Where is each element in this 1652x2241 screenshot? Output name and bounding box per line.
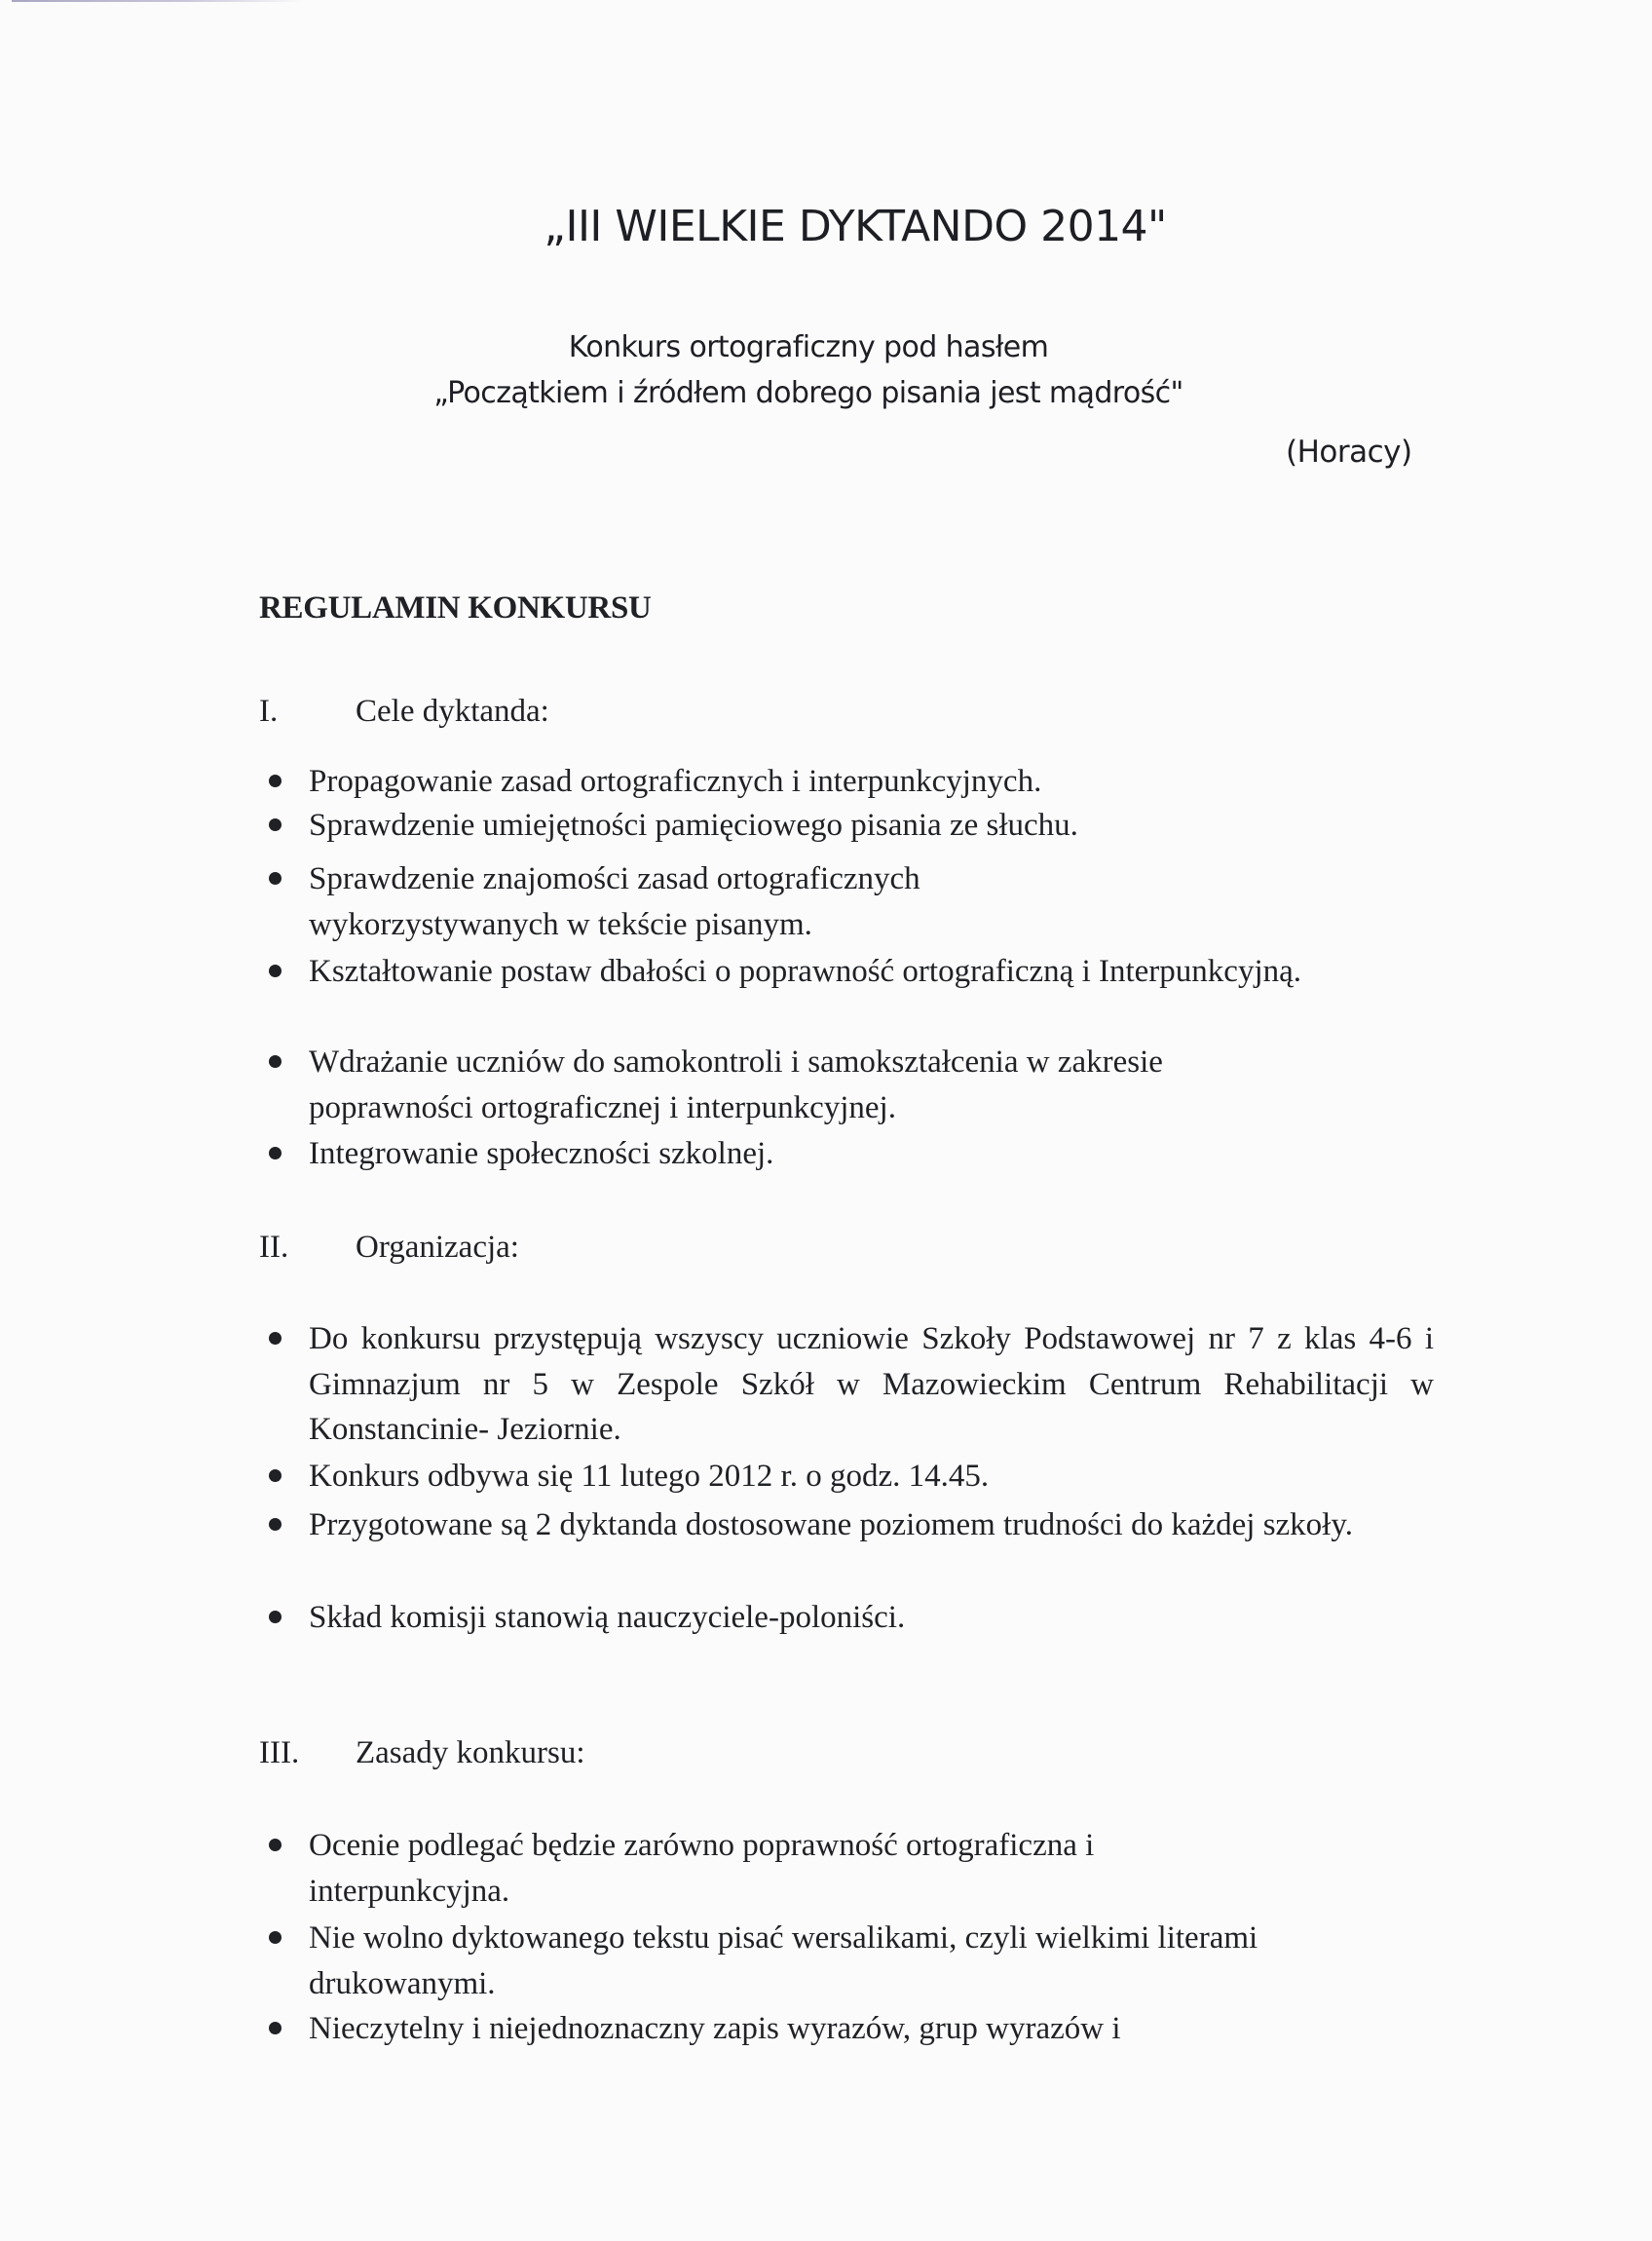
subtitle: Konkurs ortograficzny pod hasłem	[568, 330, 1049, 364]
regulations-heading: REGULAMIN KONKURSU	[259, 590, 652, 626]
list-item: Wdrażanie uczniów do samokontroli i samokształcenia w zakresie poprawności ortograficznej i interpunkcyjnej.	[263, 1040, 1434, 1130]
bullet-icon	[269, 1147, 282, 1159]
section-title: Organizacja:	[356, 1230, 519, 1265]
list-item: Konkurs odbywa się 11 lutego 2012 r. o godz. 14.45.	[263, 1454, 1434, 1500]
list-item: Nie wolno dyktowanego tekstu pisać wersalikami, czyli wielkimi literami drukowanymi.	[263, 1916, 1434, 2006]
section-number: II.	[259, 1230, 289, 1265]
section-heading-goals	[259, 689, 549, 734]
bullet-icon	[269, 1332, 282, 1345]
list-item: Nieczytelny i niejednoznaczny zapis wyrazów, grup wyrazów i	[263, 2006, 1434, 2052]
bullet-icon	[269, 965, 282, 977]
list-item: Integrowanie społeczności szkolnej.	[263, 1131, 1434, 1177]
bullet-icon	[269, 1839, 282, 1851]
section-number: I.	[259, 694, 279, 729]
bullet-icon	[269, 872, 282, 885]
list-item: Sprawdzenie umiejętności pamięciowego pisania ze słuchu.	[263, 803, 1434, 849]
list-item: Propagowanie zasad ortograficznych i interpunkcyjnych.	[263, 759, 1434, 805]
scan-edge-artifact	[12, 0, 304, 2]
list-item: Kształtowanie postaw dbałości o poprawność ortograficzną i Interpunkcyjną.	[263, 949, 1434, 995]
bullet-icon	[269, 1055, 282, 1068]
bullet-icon	[269, 1469, 282, 1482]
section-heading-rules	[259, 1730, 585, 1775]
list-item: Do konkursu przystępują wszyscy uczniowie Szkoły Podstawowej nr 7 z klas 4-6 i Gimnazjum nr 5 w Zespole Szkół w Mazowieckim Centrum Rehabilitacji w Konstancinie- Jeziornie.	[263, 1316, 1434, 1453]
section-title: Zasady konkursu:	[356, 1735, 585, 1770]
bullet-icon	[269, 775, 282, 787]
bullet-icon	[269, 818, 282, 831]
list-item: Skład komisji stanowią nauczyciele-poloniści.	[263, 1595, 1434, 1641]
motto-quote: „Początkiem i źródłem dobrego pisania jest mądrość"	[433, 376, 1183, 410]
page-title: „III WIELKIE DYKTANDO 2014"	[544, 202, 1167, 251]
bullet-icon	[269, 1611, 282, 1623]
bullet-icon	[269, 1518, 282, 1531]
list-item: Ocenie podlegać będzie zarówno poprawność ortograficzna i interpunkcyjna.	[263, 1823, 1434, 1914]
section-number: III.	[259, 1735, 300, 1770]
quote-author: (Horacy)	[1286, 435, 1412, 470]
section-heading-organization	[259, 1225, 519, 1270]
bullet-icon	[269, 2022, 282, 2034]
list-item: Przygotowane są 2 dyktanda dostosowane poziomem trudności do każdej szkoły.	[263, 1502, 1434, 1548]
list-item: Sprawdzenie znajomości zasad ortograficznych wykorzystywanych w tekście pisanym.	[263, 856, 1434, 947]
bullet-icon	[269, 1931, 282, 1944]
section-title: Cele dyktanda:	[356, 694, 549, 729]
